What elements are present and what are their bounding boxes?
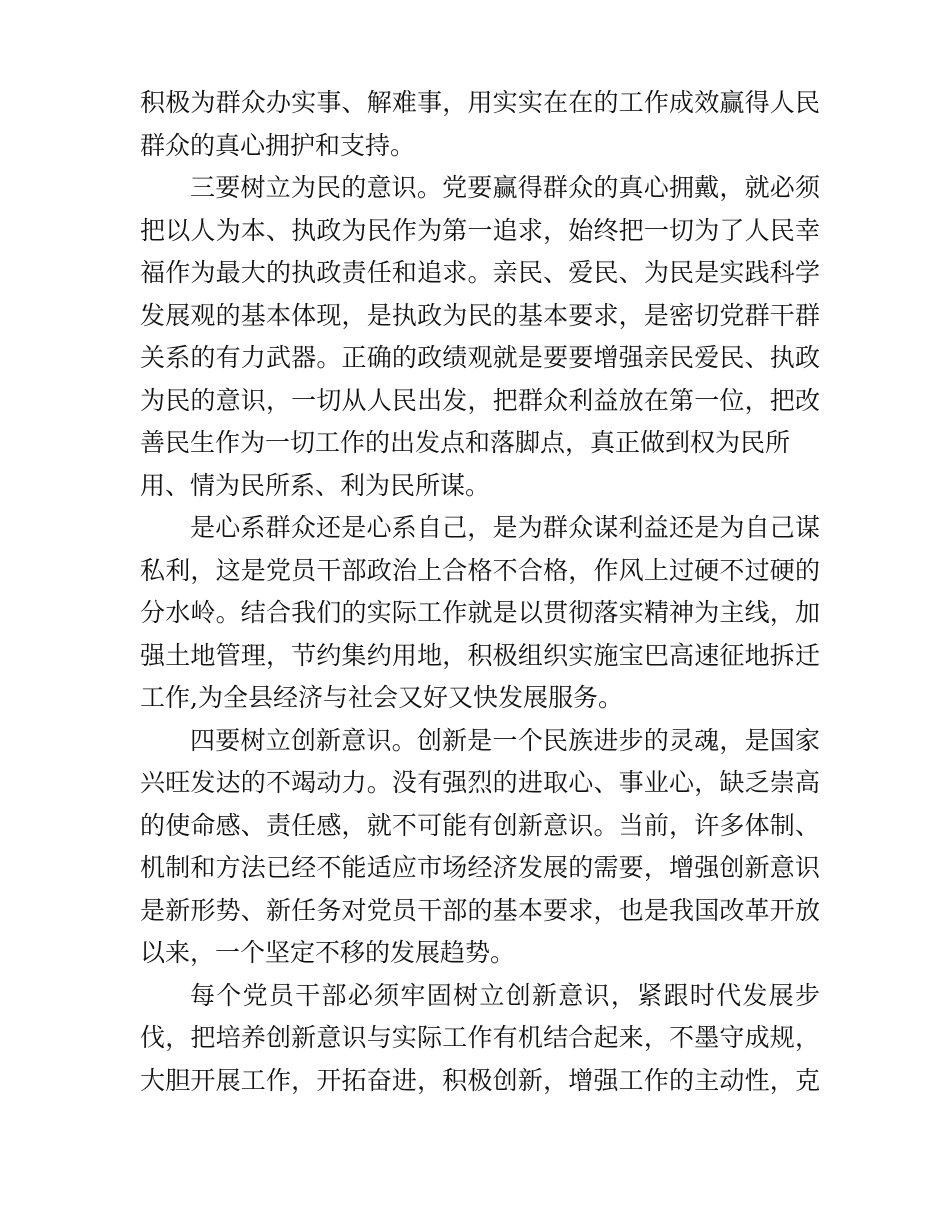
text-line: 善民生作为一切工作的出发点和落脚点，真正做到权为民所 xyxy=(140,428,791,457)
text-line: 是心系群众还是心系自己，是为群众谋利益还是为自己谋 xyxy=(190,513,820,542)
text-line: 工作,为全县经济与社会又好又快发展服务。 xyxy=(140,683,623,712)
text-line: 大胆开展工作，开拓奋进，积极创新，增强工作的主动性，克 xyxy=(140,1065,820,1095)
text-line: 是新形势、新任务对党员干部的基本要求，也是我国改革开放 xyxy=(140,895,820,925)
text-line: 把以人为本、执政为民作为第一追求，始终把一切为了人民幸 xyxy=(140,215,820,245)
text-line: 的使命感、责任感，就不可能有创新意识。当前，许多体制、 xyxy=(140,810,820,840)
text-line: 每个党员干部必须牢固树立创新意识，紧跟时代发展步 xyxy=(190,980,820,1010)
text-line: 关系的有力武器。正确的政绩观就是要要增强亲民爱民、执政 xyxy=(140,343,820,372)
text-line: 三要树立为民的意识。党要赢得群众的真心拥戴，就必须 xyxy=(190,173,820,202)
text-line: 积极为群众办实事、解难事，用实实在在的工作成效赢得人民 xyxy=(140,88,820,117)
text-line: 四要树立创新意识。创新是一个民族进步的灵魂，是国家 xyxy=(190,725,820,755)
text-line: 兴旺发达的不竭动力。没有强烈的进取心、事业心，缺乏崇高 xyxy=(140,768,820,797)
text-line: 分水岭。结合我们的实际工作就是以贯彻落实精神为主线，加 xyxy=(140,598,820,627)
text-line: 伐，把培养创新意识与实际工作有机结合起来，不墨守成规， xyxy=(140,1023,820,1052)
text-line: 以来，一个坚定不移的发展趋势。 xyxy=(140,938,516,967)
text-line: 用、情为民所系、利为民所谋。 xyxy=(140,470,491,500)
text-line: 为民的意识，一切从人民出发，把群众利益放在第一位，把改 xyxy=(140,385,820,415)
text-line: 发展观的基本体现，是执政为民的基本要求，是密切党群干群 xyxy=(140,300,820,330)
body-text xyxy=(140,82,820,1102)
text-line: 强土地管理，节约集约用地，积极组织实施宝巴高速征地拆迁 xyxy=(140,640,820,670)
text-line: 群众的真心拥护和支持。 xyxy=(140,130,416,160)
text-line: 福作为最大的执政责任和追求。亲民、爱民、为民是实践科学 xyxy=(140,258,820,287)
text-line: 机制和方法已经不能适应市场经济发展的需要，增强创新意识 xyxy=(140,853,820,882)
text-line: 私利，这是党员干部政治上合格不合格，作风上过硬不过硬的 xyxy=(140,555,820,585)
